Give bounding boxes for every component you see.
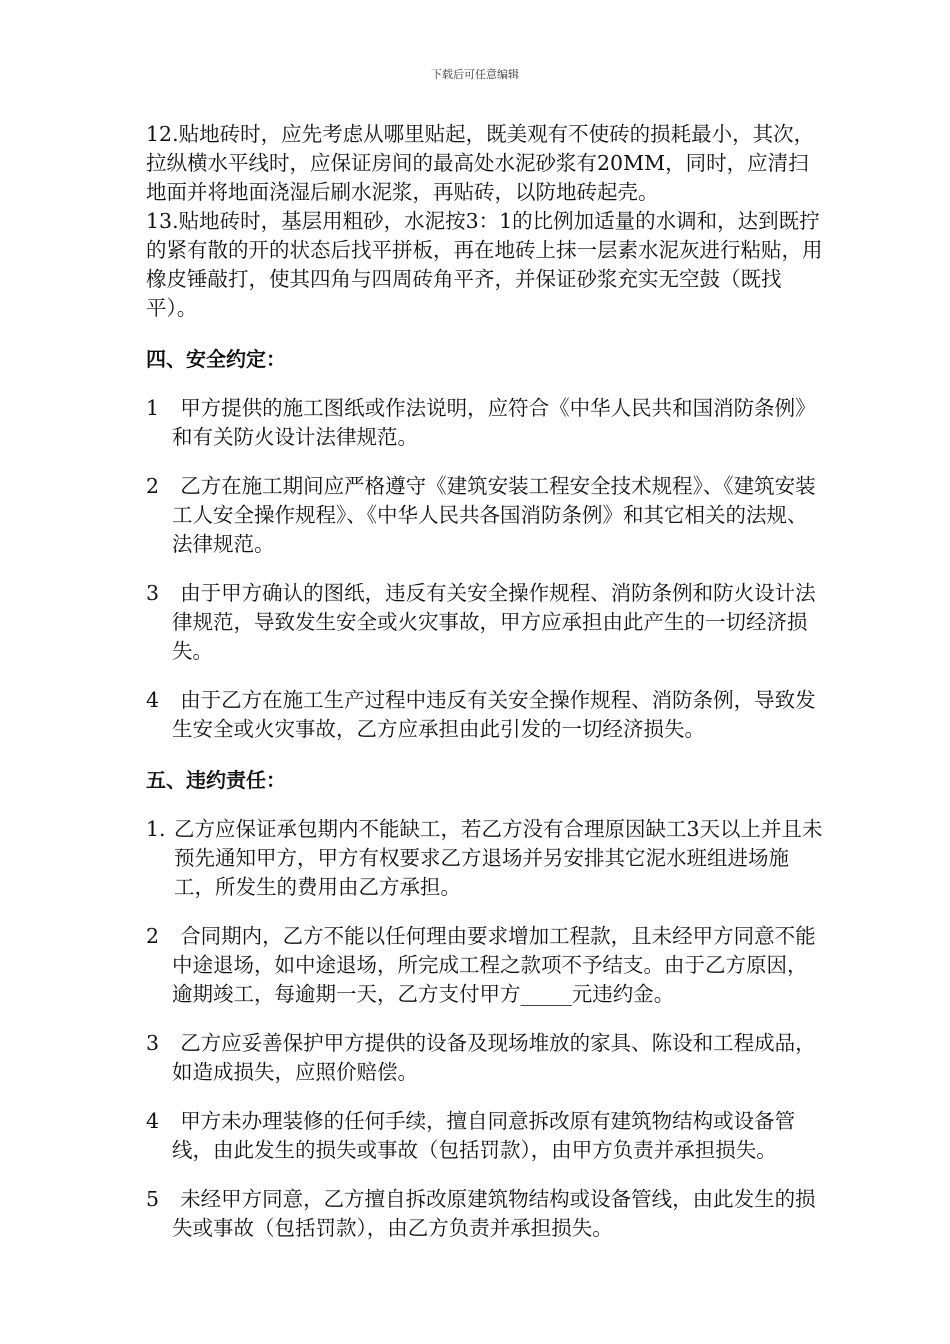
item-text: 未经甲方同意，乙方擅自拆改原建筑物结构或设备管线，由此发生的损失或事故（包括罚款），由乙方负责并承担损失。 <box>172 1187 816 1240</box>
item-text: 甲方提供的施工图纸或作法说明，应符合《中华人民共和国消防条例》和有关防火设计法律规范。 <box>172 396 816 449</box>
item-number: 3 <box>146 1031 160 1055</box>
item-text: 乙方应妥善保护甲方提供的设备及现场堆放的家具、陈设和工程成品，如造成损失，应照价赔偿。 <box>172 1031 816 1084</box>
safety-item-4 <box>146 686 826 744</box>
clause-12: 12.贴地砖时，应先考虑从哪里贴起，既美观有不使砖的损耗最小，其次，拉纵横水平线时，应保证房间的最高处水泥砂浆有20MM，同时，应清扫地面并将地面浇湿后刷水泥浆，再贴砖，以防地砖起壳。 <box>146 122 815 204</box>
document-body <box>146 120 826 1263</box>
liability-item-1 <box>146 815 826 902</box>
liability-item-2 <box>146 922 826 1009</box>
item-text: 乙方在施工期间应严格遵守《建筑安装工程安全技术规程》、《建筑安装工人安全操作规程》、《中华人民共各国消防条例》和其它相关的法规、法律规范。 <box>172 474 816 556</box>
item-text: 由于甲方确认的图纸，违反有关安全操作规程、消防条例和防火设计法律规范，导致发生安全或火灾事故，甲方应承担由此产生的一切经济损失。 <box>172 581 816 663</box>
section-4-title: 四、安全约定： <box>146 347 286 371</box>
item-text: 甲方未办理装修的任何手续，擅自同意拆改原有建筑物结构或设备管线，由此发生的损失或事故（包括罚款），由甲方负责并承担损失。 <box>172 1109 796 1162</box>
liability-item-4 <box>146 1107 826 1165</box>
item-text: 合同期内，乙方不能以任何理由要求增加工程款，且未经甲方同意不能中途退场，如中途退场，所完成工程之款项不予结支。由于乙方原因，逾期竣工，每逾期一天，乙方支付甲方_____元违约金。 <box>172 924 816 1006</box>
safety-item-1 <box>146 394 826 452</box>
clause-13: 13.贴地砖时，基层用粗砂，水泥按3：1的比例加适量的水调和，达到既拧的紧有散的开的状态后找平拼板，再在地砖上抹一层素水泥灰进行粘贴，用橡皮锤敲打，使其四角与四周砖角平齐，并保证砂浆充实无空鼓（既找平）。 <box>146 209 823 320</box>
item-text: 乙方应保证承包期内不能缺工，若乙方没有合理原因缺工3天以上并且未预先通知甲方，甲方有权要求乙方退场并另安排其它泥水班组进场施工，所发生的费用由乙方承担。 <box>174 817 823 899</box>
item-number: 1. <box>146 817 166 841</box>
item-number: 1 <box>146 396 160 420</box>
safety-item-2 <box>146 472 826 559</box>
safety-item-3 <box>146 579 826 666</box>
liability-item-3 <box>146 1029 826 1087</box>
liability-item-5 <box>146 1185 826 1243</box>
item-text: 由于乙方在施工生产过程中违反有关安全操作规程、消防条例，导致发生安全或火灾事故，乙方应承担由此引发的一切经济损失。 <box>172 688 816 741</box>
item-number: 2 <box>146 924 160 948</box>
item-number: 4 <box>146 688 160 712</box>
item-number: 5 <box>146 1187 160 1211</box>
section-5-title: 五、违约责任： <box>146 768 286 792</box>
item-number: 3 <box>146 581 160 605</box>
item-number: 2 <box>146 474 160 498</box>
item-number: 4 <box>146 1109 160 1133</box>
page-header-note: 下载后可任意编辑 <box>431 68 519 81</box>
